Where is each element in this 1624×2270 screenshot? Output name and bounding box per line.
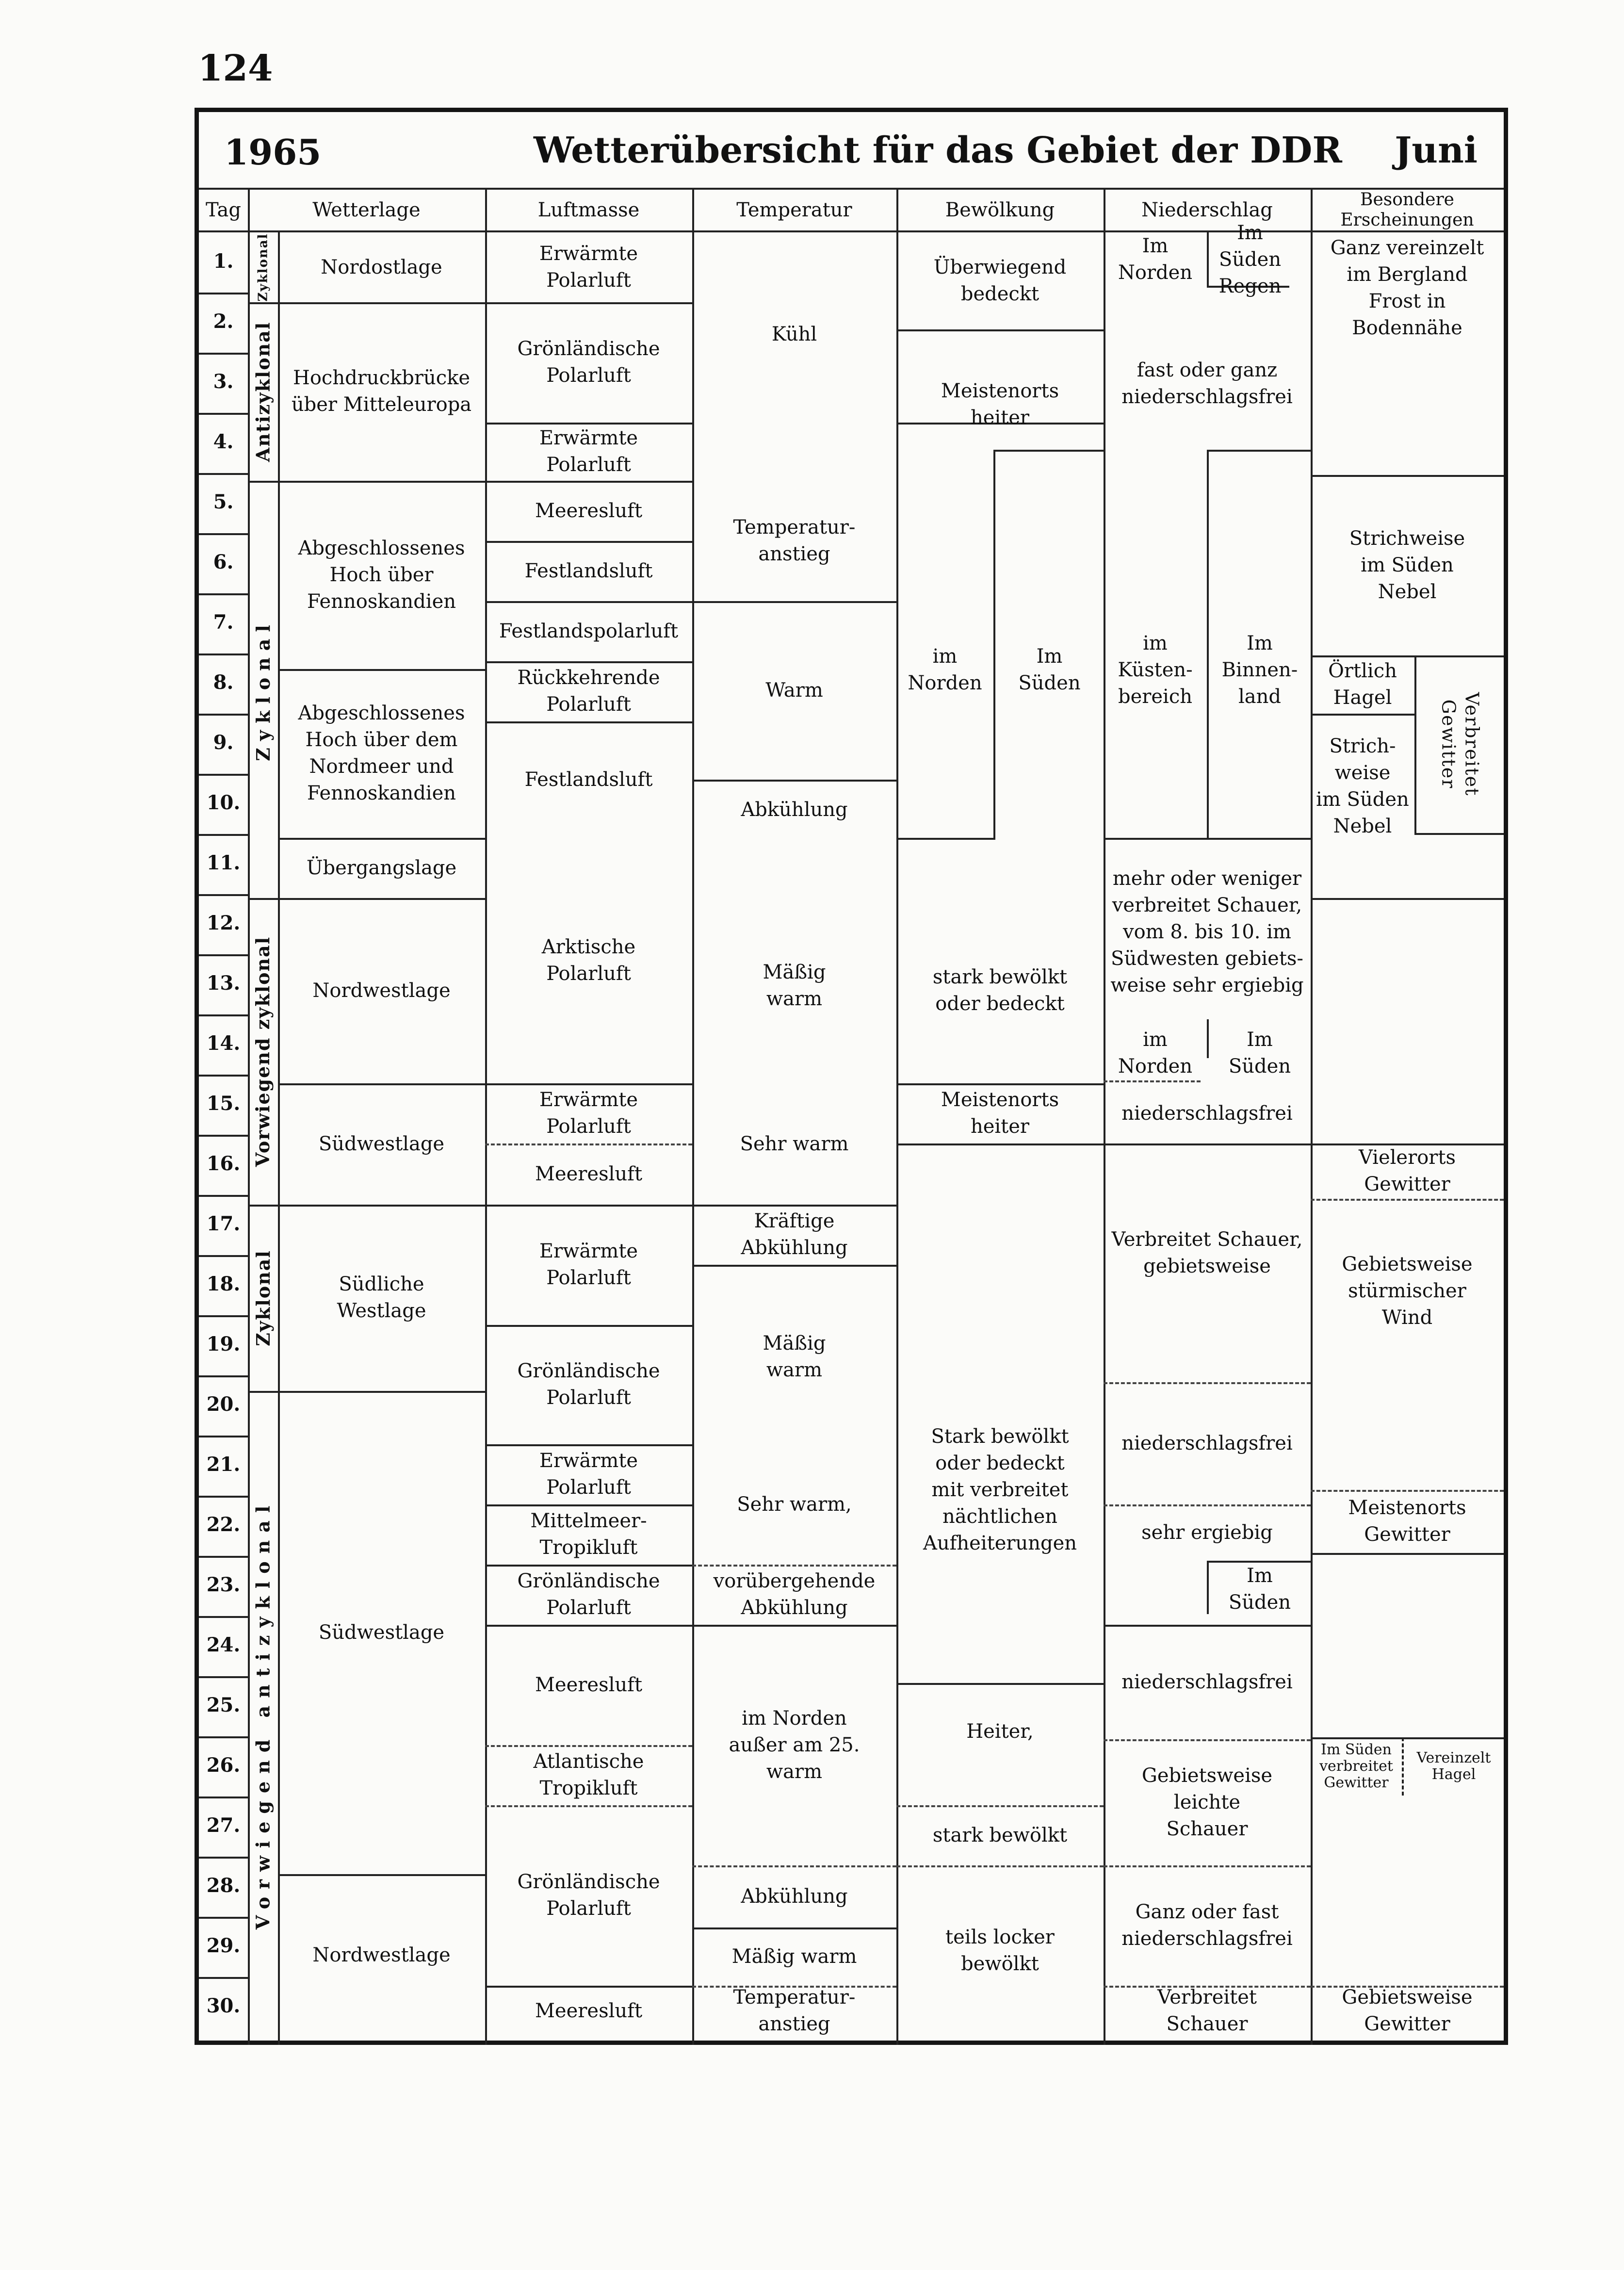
niederschlag-1: Im Norden xyxy=(1118,235,1193,284)
day-number: 30. xyxy=(206,1994,241,2017)
day-row-line xyxy=(199,954,248,956)
day-number: 12. xyxy=(206,912,241,934)
day-row-line xyxy=(199,1375,248,1377)
day-row-line xyxy=(199,1796,248,1798)
luftmasse-10: Erwärmte Polarluft xyxy=(539,1089,638,1138)
day-number: 20. xyxy=(206,1393,241,1416)
luftmasse-13: Grönländische Polarluft xyxy=(517,1360,660,1409)
header-tag: Tag xyxy=(205,198,242,221)
day-number: 4. xyxy=(213,430,234,453)
luftmasse-4: Meeresluft xyxy=(535,499,643,522)
temperatur-2: Temperatur- anstieg xyxy=(733,516,856,565)
luftmasse-20: Meeresluft xyxy=(535,1999,643,2022)
day-row-line xyxy=(199,1255,248,1257)
wetterlage-7: Südwestlage xyxy=(318,1132,445,1155)
day-number: 26. xyxy=(206,1754,241,1777)
day-number: 16. xyxy=(206,1152,241,1175)
niederschlag-15: Gebietsweise leichte Schauer xyxy=(1141,1764,1273,1840)
luftmasse-9: Arktische Polarluft xyxy=(541,936,636,985)
luftmasse-8: Festlandsluft xyxy=(524,768,653,791)
day-number: 2. xyxy=(213,310,234,333)
luftmasse-19: Grönländische Polarluft xyxy=(517,1871,660,1920)
zykl-3: Zyklonal xyxy=(252,618,274,761)
day-number: 28. xyxy=(206,1874,241,1897)
day-number: 27. xyxy=(206,1814,241,1837)
day-number: 6. xyxy=(213,551,234,573)
day-number: 18. xyxy=(206,1273,241,1295)
niederschlag-4: im Küsten- bereich xyxy=(1118,632,1193,708)
wetterlage-2: Hochdruckbrücke über Mitteleuropa xyxy=(291,367,472,416)
day-number: 5. xyxy=(213,490,234,513)
day-row-line xyxy=(199,834,248,836)
day-row-line xyxy=(199,1014,248,1016)
day-number: 19. xyxy=(206,1333,241,1355)
title-year: 1965 xyxy=(224,131,322,173)
temperatur-7: Kräftige Abkühlung xyxy=(741,1210,848,1259)
day-row-line xyxy=(199,293,248,294)
page-number: 124 xyxy=(198,48,273,89)
temperatur-3: Warm xyxy=(765,679,823,702)
zykl-4: Vorwiegend zyklonal xyxy=(252,936,274,1167)
besondere-2: Strichweise im Süden Nebel xyxy=(1349,527,1465,603)
luftmasse-1: Erwärmte Polarluft xyxy=(539,243,638,292)
day-number: 23. xyxy=(206,1573,241,1596)
bewoelkung-3: im Norden xyxy=(908,645,982,694)
luftmasse-14: Erwärmte Polarluft xyxy=(539,1450,638,1499)
be-sep xyxy=(1311,1553,1504,1555)
niederschlag-16: Ganz oder fast niederschlagsfrei xyxy=(1121,1901,1293,1950)
besondere-1: Ganz vereinzelt im Bergland Frost in Bodennähe xyxy=(1330,237,1484,339)
day-row-line xyxy=(199,1736,248,1738)
temperatur-11: im Norden außer am 25. warm xyxy=(729,1707,860,1783)
bewoelkung-8: Heiter, xyxy=(966,1720,1034,1743)
day-row-line xyxy=(199,1676,248,1678)
bewoelkung-9: stark bewölkt xyxy=(932,1824,1068,1846)
day-row-line xyxy=(199,1315,248,1317)
be-sep xyxy=(1414,833,1504,835)
temperatur-4: Abkühlung xyxy=(741,798,848,821)
luftmasse-17: Meeresluft xyxy=(535,1673,643,1696)
niederschlag-6: mehr oder weniger verbreitet Schauer, vom 8. bis 10. im Südwesten gebiets- weise sehr ergiebig xyxy=(1110,867,1304,996)
besondere-4: Strich- weise im Süden Nebel xyxy=(1316,735,1409,837)
day-row-line xyxy=(199,774,248,776)
temperatur-13: Mäßig warm xyxy=(731,1945,857,1968)
luftmasse-7: Rückkehrende Polarluft xyxy=(517,667,660,716)
header-bewoelkung: Bewölkung xyxy=(945,198,1055,221)
day-row-line xyxy=(199,1436,248,1437)
day-row-line xyxy=(199,413,248,415)
header-wetterlage: Wetterlage xyxy=(312,198,421,221)
day-number: 11. xyxy=(206,851,241,874)
day-number: 8. xyxy=(213,671,234,694)
bewoelkung-10: teils locker bewölkt xyxy=(945,1926,1055,1975)
day-row-line xyxy=(199,1857,248,1859)
day-row-line xyxy=(199,473,248,475)
temperatur-8: Mäßig warm xyxy=(763,1332,826,1381)
day-number: 10. xyxy=(206,791,241,814)
day-row-line xyxy=(199,1496,248,1498)
zykl-6: Vorwiegend antizyklonal xyxy=(252,1498,274,1929)
niederschlag-11: niederschlagsfrei xyxy=(1121,1432,1293,1454)
besondere-3: Örtlich Hagel xyxy=(1328,660,1397,709)
day-number: 25. xyxy=(206,1694,241,1716)
luftmasse-5: Festlandsluft xyxy=(524,559,653,582)
luftmasse-6: Festlandspolarluft xyxy=(499,620,679,642)
day-number: 9. xyxy=(213,731,234,754)
wetterlage-10: Nordwestlage xyxy=(312,1943,451,1966)
luftmasse-18: Atlantische Tropikluft xyxy=(533,1750,644,1799)
bewoelkung-4: Im Süden xyxy=(1018,645,1081,694)
zykl-5: Zyklonal xyxy=(252,1249,274,1346)
besondere-8: Meistenorts Gewitter xyxy=(1348,1497,1466,1546)
bewoelkung-5: stark bewölkt oder bedeckt xyxy=(932,966,1068,1015)
title-main: Wetterübersicht für das Gebiet der DDR xyxy=(534,130,1342,171)
wetterlage-5: Übergangslage xyxy=(306,856,457,879)
niederschlag-2: Im Süden Regen xyxy=(1218,221,1282,297)
luftmasse-12: Erwärmte Polarluft xyxy=(539,1240,638,1289)
bw-sep xyxy=(896,838,995,840)
niederschlag-12: sehr ergiebig xyxy=(1141,1521,1273,1544)
day-row-line xyxy=(199,1977,248,1979)
header-luftmasse: Luftmasse xyxy=(537,198,640,221)
day-row-line xyxy=(199,593,248,595)
bewoelkung-6: Meistenorts heiter xyxy=(941,1089,1059,1138)
wetterlage-9: Südwestlage xyxy=(318,1621,445,1644)
niederschlag-13: Im Süden xyxy=(1228,1565,1291,1614)
day-row-line xyxy=(199,533,248,535)
luftmasse-16: Grönländische Polarluft xyxy=(517,1570,660,1619)
besondere-11: Gebietsweise Gewitter xyxy=(1342,1986,1473,2035)
day-row-line xyxy=(199,1556,248,1558)
wetterlage-3: Abgeschlossenes Hoch über Fennoskandien xyxy=(298,537,465,613)
day-row-line xyxy=(199,353,248,355)
zykl-1: Zyklonal xyxy=(256,233,271,302)
day-row-line xyxy=(199,894,248,896)
temperatur-6: Sehr warm xyxy=(740,1132,849,1155)
temperatur-5: Mäßig warm xyxy=(763,961,826,1010)
bw-sep xyxy=(896,1143,1104,1145)
day-number: 3. xyxy=(213,370,234,393)
day-row-line xyxy=(199,1195,248,1197)
be-sep xyxy=(1311,898,1504,900)
header-temperatur: Temperatur xyxy=(736,198,852,221)
day-row-line xyxy=(199,714,248,716)
ns-sep xyxy=(1104,1143,1311,1145)
day-number: 14. xyxy=(206,1032,241,1055)
day-row-line xyxy=(199,1135,248,1137)
wetterlage-4: Abgeschlossenes Hoch über dem Nordmeer und Fennoskandien xyxy=(298,702,465,804)
temperatur-10: vorübergehende Abkühlung xyxy=(713,1570,876,1619)
wetterlage-6: Nordwestlage xyxy=(312,979,451,1002)
day-number: 1. xyxy=(213,250,234,273)
day-number: 29. xyxy=(206,1934,241,1957)
day-number: 24. xyxy=(206,1633,241,1656)
temperatur-1: Kühl xyxy=(771,323,817,345)
bewoelkung-1: Überwiegend bedeckt xyxy=(933,256,1067,305)
day-row-line xyxy=(199,1075,248,1077)
day-number: 17. xyxy=(206,1212,241,1235)
weather-table xyxy=(195,108,1508,2045)
bewoelkung-2: Meistenorts heiter xyxy=(941,380,1059,429)
temperatur-12: Abkühlung xyxy=(741,1885,848,1908)
niederschlag-17: Verbreitet Schauer xyxy=(1157,1986,1257,2035)
besondere-6: Vielerorts Gewitter xyxy=(1358,1146,1456,1195)
title-month: Juni xyxy=(1395,130,1478,171)
luftmasse-15: Mittelmeer- Tropikluft xyxy=(530,1510,647,1559)
besondere-10: Vereinzelt Hagel xyxy=(1416,1749,1491,1783)
niederschlag-5: Im Binnen- land xyxy=(1221,632,1298,708)
day-row-line xyxy=(199,1917,248,1919)
luftmasse-3: Erwärmte Polarluft xyxy=(539,427,638,476)
wetterlage-1: Nordostlage xyxy=(321,256,442,278)
header-niederschlag: Niederschlag xyxy=(1141,198,1273,221)
luftmasse-2: Grönländische Polarluft xyxy=(517,338,660,387)
besondere-7: Gebietsweise stürmischer Wind xyxy=(1342,1253,1473,1329)
day-number: 22. xyxy=(206,1513,241,1536)
niederschlag-8: Im Süden xyxy=(1228,1029,1291,1078)
ns-sep xyxy=(1104,838,1311,840)
niederschlag-9: niederschlagsfrei xyxy=(1121,1102,1293,1125)
luftmasse-11: Meeresluft xyxy=(535,1162,643,1185)
temperatur-14: Temperatur- anstieg xyxy=(733,1986,856,2035)
niederschlag-7: im Norden xyxy=(1118,1029,1193,1078)
wetterlage-8: Südliche Westlage xyxy=(337,1273,426,1322)
day-number: 15. xyxy=(206,1092,241,1115)
temperatur-9: Sehr warm, xyxy=(737,1493,852,1516)
day-number: 21. xyxy=(206,1453,241,1476)
day-number: 13. xyxy=(206,972,241,995)
besondere-5: Verbreitet Gewitter xyxy=(1438,692,1482,797)
niederschlag-14: niederschlagsfrei xyxy=(1121,1670,1293,1693)
day-row-line xyxy=(199,653,248,655)
zykl-2: Antizyklonal xyxy=(252,321,274,462)
niederschlag-3: fast oder ganz niederschlagsfrei xyxy=(1121,359,1293,408)
niederschlag-10: Verbreitet Schauer, gebietsweise xyxy=(1111,1228,1303,1277)
bewoelkung-7: Stark bewölkt oder bedeckt mit verbreitet nächtlichen Aufheiterungen xyxy=(923,1425,1077,1554)
header-besondere: Besondere Erscheinungen xyxy=(1340,190,1474,230)
besondere-9: Im Süden verbreitet Gewitter xyxy=(1319,1741,1393,1791)
day-number: 7. xyxy=(213,611,234,634)
day-row-line xyxy=(199,1616,248,1618)
